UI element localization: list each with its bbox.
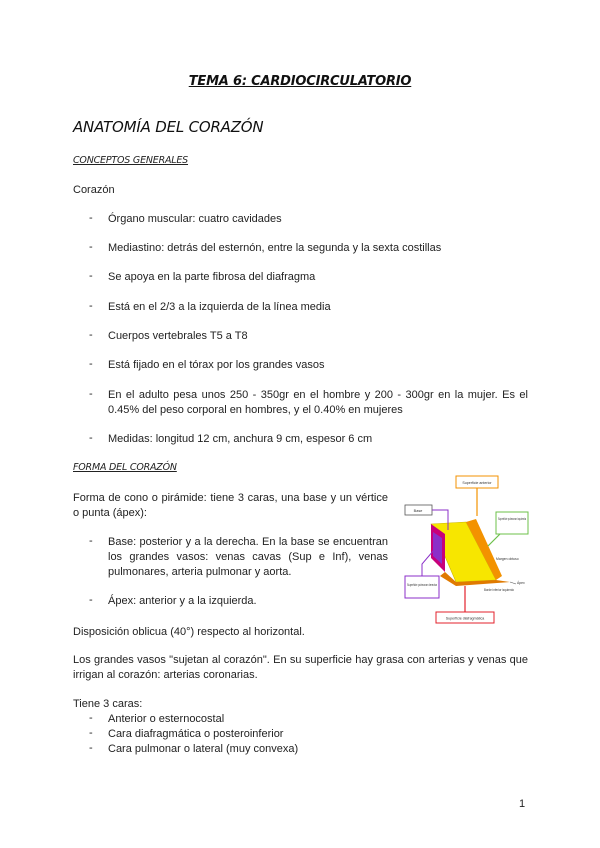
forma-intro: Forma de cono o pirámide: tiene 3 caras, una base y un vértice o punta (ápex): bbox=[73, 492, 388, 519]
label-base: Base bbox=[413, 509, 423, 513]
label-apex: Ápex bbox=[517, 581, 525, 585]
list-item: Ápex: anterior y a la izquierda. bbox=[108, 595, 257, 607]
list-dash: - bbox=[89, 212, 93, 224]
list-item: Mediastino: detrás del esternón, entre la segunda y la sexta costillas bbox=[108, 242, 442, 254]
list-dash: - bbox=[89, 241, 93, 253]
conceptos-heading: CONCEPTOS GENERALES bbox=[73, 155, 189, 166]
label-margen-obtuso: Margen obtuso bbox=[496, 557, 519, 561]
list-dash: - bbox=[89, 594, 93, 606]
list-dash: - bbox=[89, 329, 93, 341]
list-dash: - bbox=[89, 742, 93, 754]
list-item: Anterior o esternocostal bbox=[108, 713, 225, 725]
list-dash: - bbox=[89, 358, 93, 370]
arrow bbox=[488, 534, 500, 546]
list-item: Está en el 2/3 a la izquierda de la línea media bbox=[108, 301, 331, 313]
list-item: En el adulto pesa unos 250 - 350gr en el hombre y 200 - 300gr en la mujer. Es el 0.45% del peso corporal en hombres, y el 0.40% en mujeres bbox=[108, 389, 528, 416]
list-item: Se apoya en la parte fibrosa del diafragma bbox=[108, 271, 316, 283]
list-dash: - bbox=[89, 432, 93, 444]
label-box bbox=[405, 576, 439, 598]
label-borde-inferior: Borde inferior izquierdo bbox=[484, 588, 515, 592]
page-number: 1 bbox=[519, 798, 526, 810]
list-item: Cara diafragmática o posteroinferior bbox=[108, 728, 284, 740]
label-superficie-anterior: Superficie anterior bbox=[462, 481, 492, 485]
section-heading: ANATOMÍA DEL CORAZÓN bbox=[73, 118, 264, 136]
list-dash: - bbox=[89, 727, 93, 739]
list-item: Cuerpos vertebrales T5 a T8 bbox=[108, 330, 248, 342]
grandes-vasos-text: Los grandes vasos "sujetan al corazón". En su superficie hay grasa con arterias y venas que irrigan al corazón: arterias coronarias. bbox=[73, 654, 528, 681]
conceptos-lead: Corazón bbox=[73, 184, 115, 196]
forma-heading: FORMA DEL CORAZÓN bbox=[73, 462, 177, 473]
list-item: Base: posterior y a la derecha. En la base se encuentran los grandes vasos: venas cavas (Sup e Inf), venas pulmonares, arteria pulmonar y aorta. bbox=[108, 536, 388, 578]
label-box bbox=[496, 512, 528, 534]
disposicion-text: Disposición oblicua (40°) respecto al horizontal. bbox=[73, 626, 305, 638]
list-dash: - bbox=[89, 270, 93, 282]
label-superficie-diafragmatica: Superficie diafragmática bbox=[445, 616, 485, 621]
list-dash: - bbox=[89, 712, 93, 724]
list-item: Está fijado en el tórax por los grandes vasos bbox=[108, 359, 325, 371]
list-item: Órgano muscular: cuatro cavidades bbox=[108, 213, 282, 225]
heart-shape-diagram bbox=[400, 472, 530, 628]
document-title: TEMA 6: CARDIOCIRCULATORIO bbox=[188, 74, 412, 89]
leader-line bbox=[510, 582, 516, 584]
label-superficie-pulmonar-izquierda: Superficie pulmonar izquierda bbox=[498, 517, 527, 521]
list-dash: - bbox=[89, 388, 93, 400]
label-superficie-pulmonar-derecha: Superficie pulmonar derecha bbox=[407, 583, 438, 587]
list-item: Medidas: longitud 12 cm, anchura 9 cm, espesor 6 cm bbox=[108, 433, 373, 445]
caras-intro: Tiene 3 caras: bbox=[73, 698, 143, 710]
list-dash: - bbox=[89, 535, 93, 547]
list-item: Cara pulmonar o lateral (muy convexa) bbox=[108, 743, 299, 755]
list-dash: - bbox=[89, 300, 93, 312]
